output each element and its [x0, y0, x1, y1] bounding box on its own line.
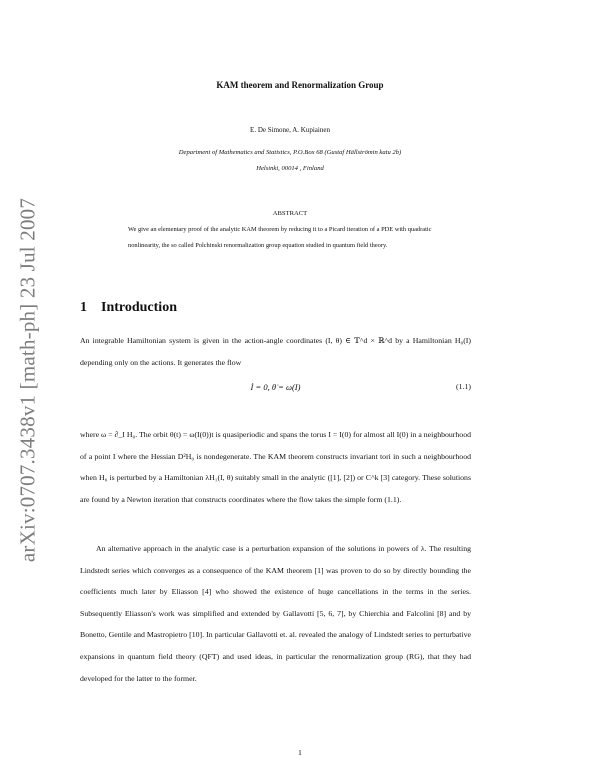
section-title: Introduction — [101, 300, 177, 315]
affiliation-line-1: Department of Mathematics and Statistics, P.O.Box 68 (Gustaf Hällströmin katu 2b) — [178, 149, 402, 156]
abstract-text: We give an elementary proof of the analytic KAM theorem by reducing it to a Picard iteration of a PDE with quadratic nonlinearity, the so called Polchinski renormalization group equation studied in quantum field theory. — [128, 226, 432, 249]
paper-title: KAM theorem and Renormalization Group — [216, 80, 384, 90]
equation-1-1 — [80, 378, 471, 400]
page-number: 1 — [298, 748, 302, 757]
paper-affiliation — [20, 145, 560, 177]
abstract-heading: ABSTRACT — [272, 210, 308, 217]
equation-formula: İ = 0, θ̇ = ω(I) — [250, 382, 301, 392]
affiliation-line-2: Helsinki, 00014 , Finland — [256, 165, 324, 172]
equation-number: (1.1) — [456, 382, 471, 391]
section-number: 1 — [80, 300, 87, 315]
paper-authors: E. De Simone, A. Kupiainen — [250, 126, 330, 134]
paragraph-1: An integrable Hamiltonian system is given in the action-angle coordinates (I, θ) ∈ 𝕋^d × ℝ^d by a Hamiltonian H₀(I) depending only on the actions. It generates the flow — [80, 336, 471, 367]
section-heading — [80, 300, 177, 316]
arxiv-identifier: arXiv:0707.3438v1 [math-ph] 23 Jul 2007 — [15, 197, 40, 563]
paragraph-3: An alternative approach in the analytic case is a perturbation expansion of the solutions in powers of λ. The resulting Lindstedt series which converges as a consequence of the KAM theorem [1] was proven to do so by directly bounding the coefficients much later by Eliasson [4] who showed the existence of huge cancellations in the terms in the series. Subsequently Eliasson's work was simplified and extended by Gallavotti [5, 6, 7], by Chierchia and Falcolini [8] and by Bonetto, Gentile and Mastropietro [10]. In particular Gallavotti et. al. revealed the analogy of Lindstedt series to perturbative expansions in quantum field theory (QFT) and used ideas, in particular the renormalization group (RG), that they had developed for the latter to the former. — [80, 544, 471, 683]
paragraph-2: where ω = ∂_I H₀. The orbit θ(t) = ω(I(0))t is quasiperiodic and spans the torus I = I(0) for almost all I(0) in a neighbourhood of a point I where the Hessian D²H₀ is nondegenerate. The KAM theorem constructs invariant tori in such a neighbourhood when H₀ is perturbed by a Hamiltonian λH₁(I, θ) suitably small in the analytic ([1], [2]) or C^k [3] category. These solutions are found by a Newton iteration that constructs coordinates where the flow takes the simple form (1.1). — [80, 430, 471, 504]
arxiv-side-stamp — [8, 190, 48, 570]
